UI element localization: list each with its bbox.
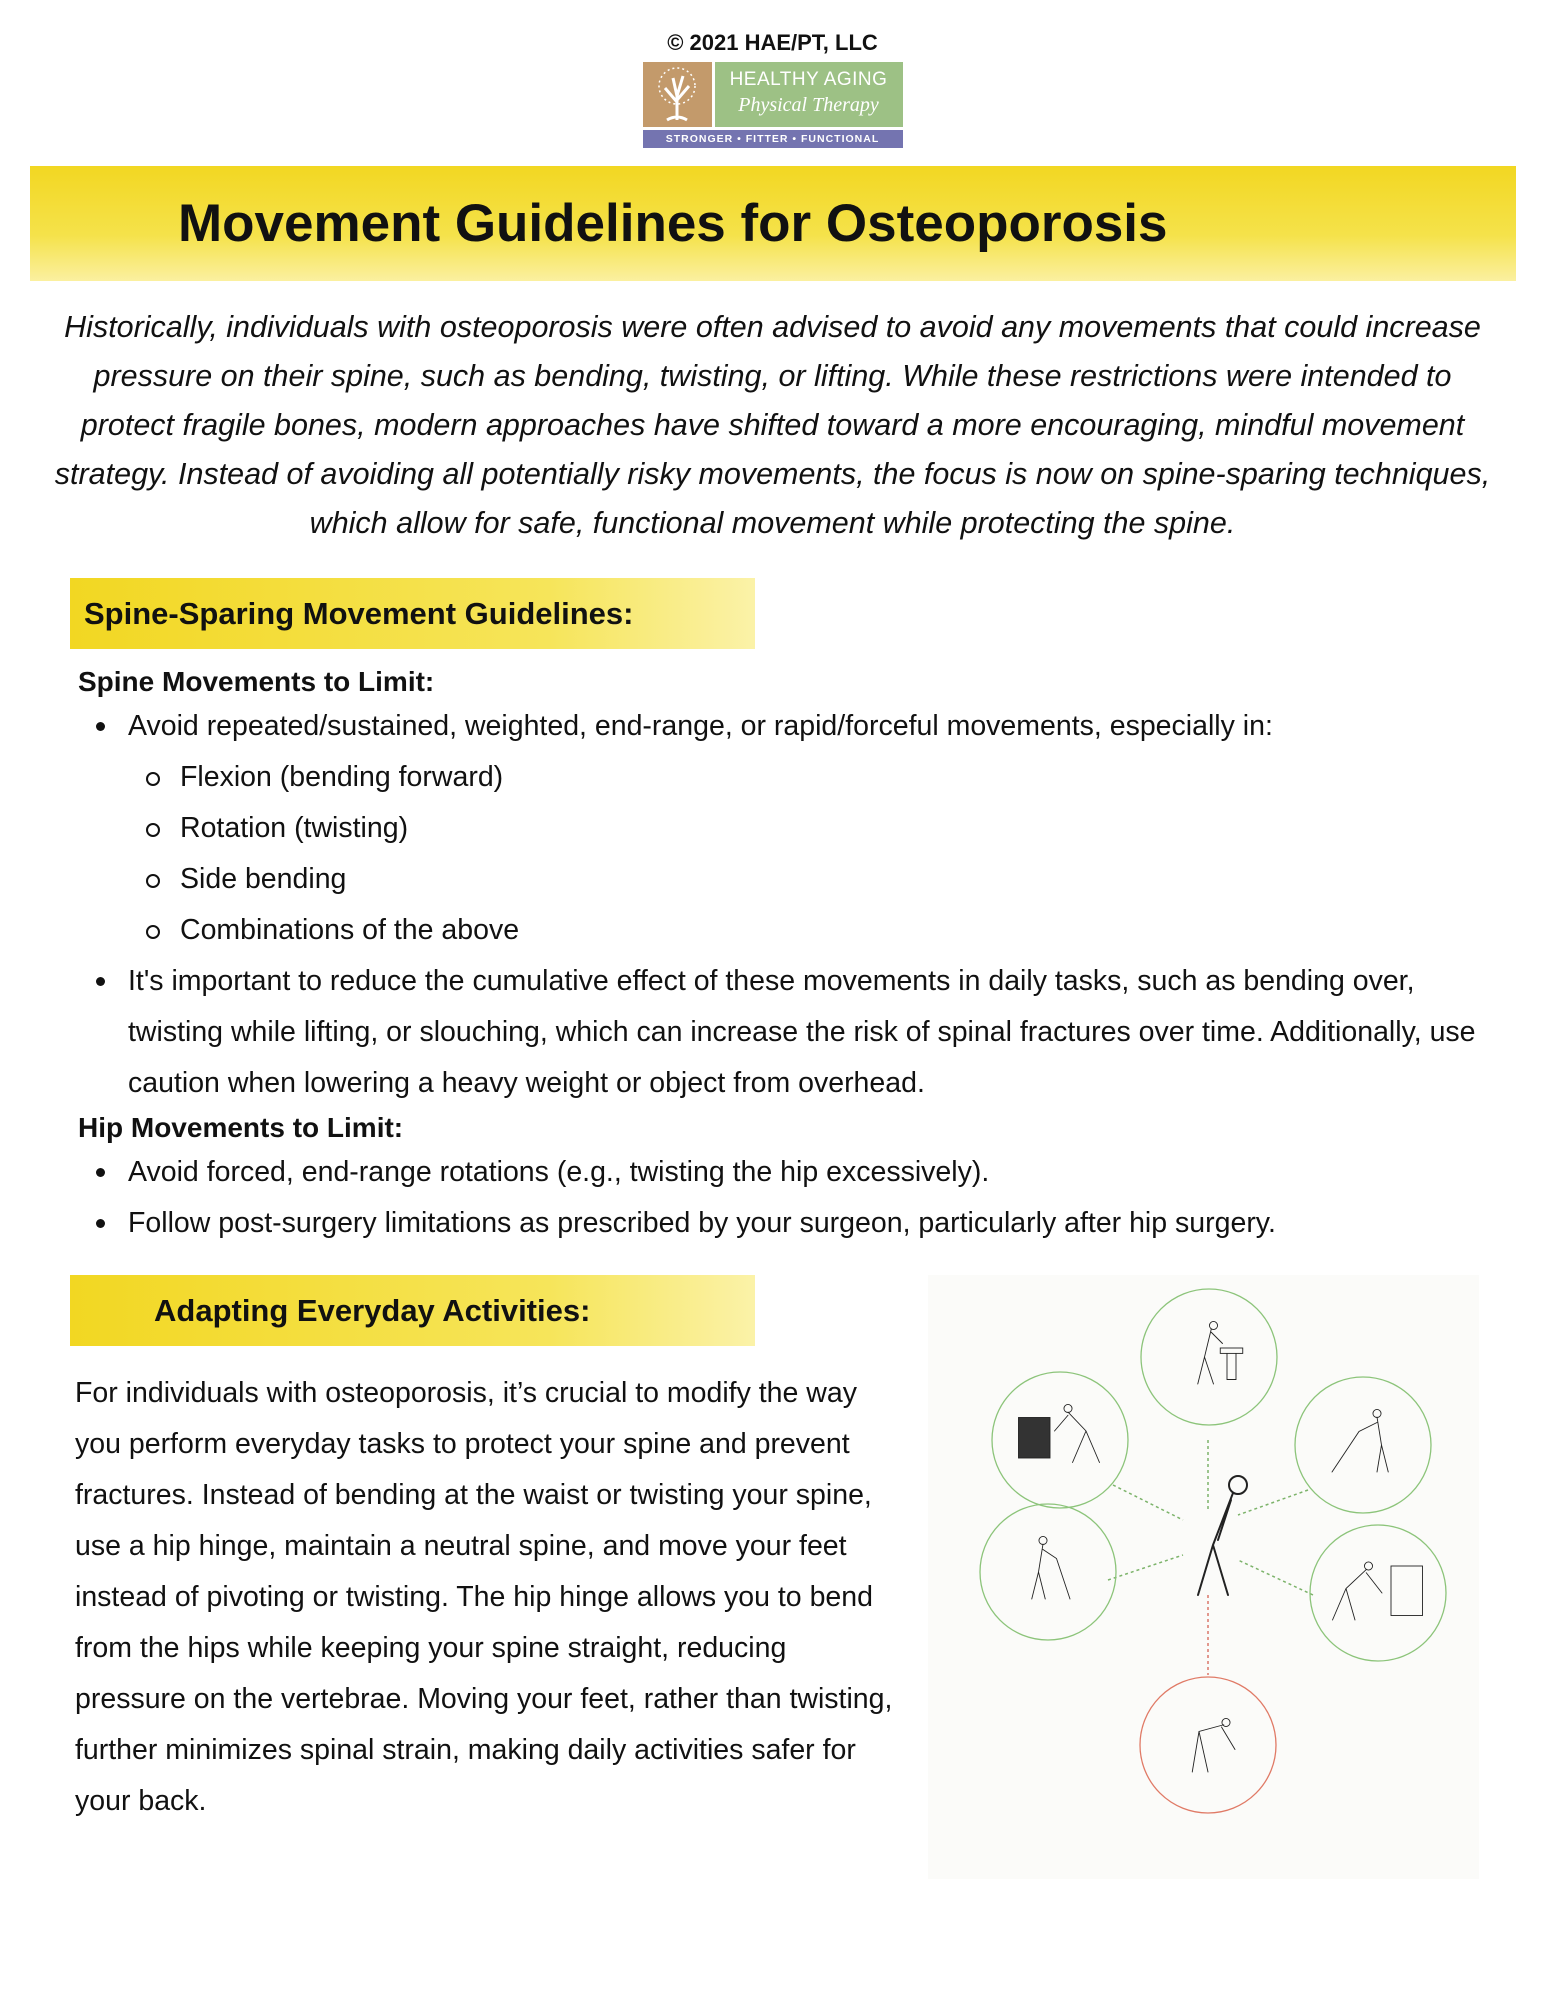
logo [643, 62, 903, 148]
title-banner [30, 166, 1516, 281]
adapting-section [0, 1275, 1545, 1879]
intro-text: Historically, individuals with osteoporosis were often advised to avoid any movements that could increase pressure on their spine, such as bending, twisting, or lifting. While these restrictions were intended to protect fragile bones, modern approaches have shifted toward a more encouraging, mindful movement strategy. Instead of avoiding all potentially risky movements, the focus is now on spine-sparing techniques, which allow for safe, functional movement while protecting the spine. [54, 310, 1491, 540]
logo-line1: HEALTHY AGING [729, 69, 888, 90]
logo-name [715, 62, 903, 127]
spine-list [78, 701, 1498, 1109]
hip-list [78, 1147, 1498, 1249]
list-item: It's important to reduce the cumulative effect of these movements in daily tasks, such as bending over, twisting while lifting, or slouching, which can increase the risk of spinal fractures over time. Additionally, use caution when lowering a heavy weight or object from overhead. [78, 956, 1498, 1109]
adapting-body: For individuals with osteoporosis, it’s crucial to modify the way you perform everyday tasks to protect your spine and prevent fractures. Instead of bending at the waist or twisting your spine, use a hip hinge, maintain a neutral spine, and move your feet instead of pivoting or twisting. The hip hinge allows you to bend from the hips while keeping your spine straight, reducing pressure on the vertebrae. Moving your feet, rather than twisting, further minimizes spinal strain, making daily activities safer for your back. [75, 1377, 893, 1817]
section-heading-adapting: Adapting Everyday Activities: [70, 1275, 755, 1346]
list-item: Avoid forced, end-range rotations (e.g., twisting the hip excessively). [78, 1147, 1498, 1198]
spine-heading: Spine Movements to Limit: [78, 666, 435, 697]
logo-line2: Physical Therapy [738, 94, 879, 116]
section-heading-guidelines: Spine-Sparing Movement Guidelines: [70, 578, 755, 649]
logo-tagline: STRONGER • FITTER • FUNCTIONAL [643, 130, 903, 148]
list-item: Follow post-surgery limitations as prescribed by your surgeon, particularly after hip surgery. [78, 1198, 1498, 1249]
page-title: Movement Guidelines for Osteoporosis [178, 194, 1168, 253]
list-item: Rotation (twisting) [78, 803, 1498, 854]
list-item: Side bending [78, 854, 1498, 905]
list-item: Flexion (bending forward) [78, 752, 1498, 803]
adapting-text-column [0, 1275, 910, 1827]
list-item: Avoid repeated/sustained, weighted, end-range, or rapid/forceful movements, especially in: [78, 701, 1498, 752]
copyright: © 2021 HAE/PT, LLC [667, 30, 878, 55]
hip-heading: Hip Movements to Limit: [78, 1112, 404, 1143]
activities-illustration [928, 1275, 1479, 1879]
list-item: Combinations of the above [78, 905, 1498, 956]
tree-icon [643, 62, 712, 127]
